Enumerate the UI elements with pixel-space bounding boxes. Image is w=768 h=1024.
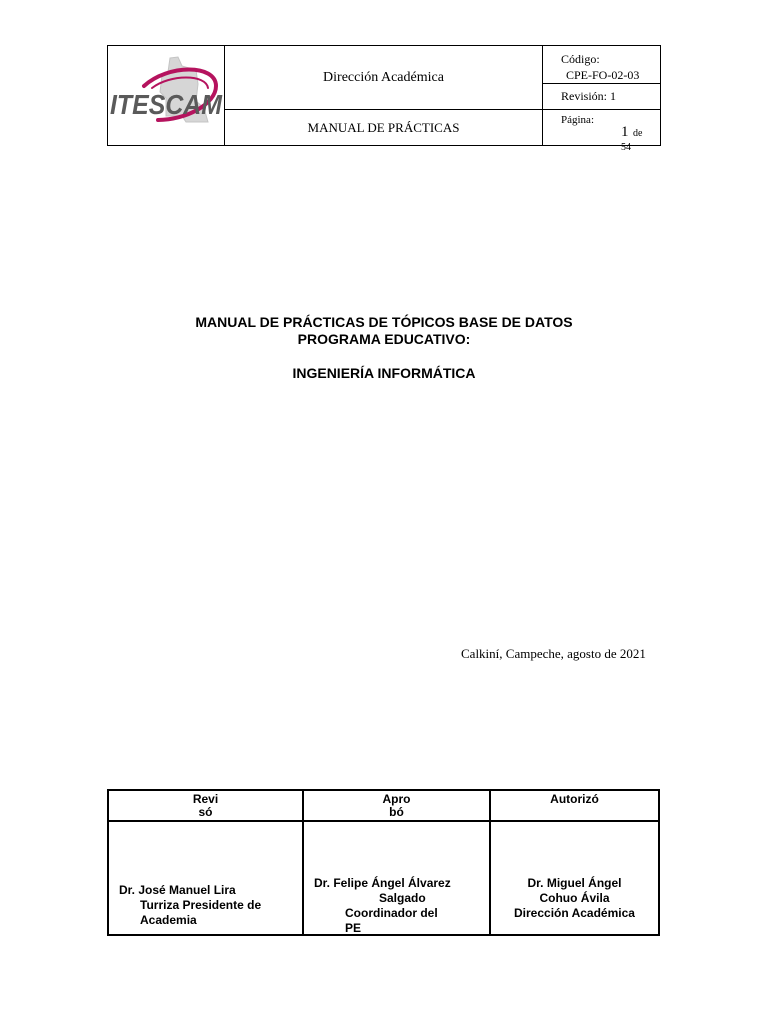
code-label: Código: xyxy=(561,52,600,66)
revised-by-line: Turriza Presidente de xyxy=(140,898,262,912)
approved-by-line: Coordinador del xyxy=(345,906,438,920)
signatures-table xyxy=(107,789,660,936)
place-date: Calkiní, Campeche, agosto de 2021 xyxy=(461,646,646,661)
authorized-heading-text: Autorizó xyxy=(550,792,599,806)
page-of: de xyxy=(633,128,643,139)
revised-heading-line: Revi xyxy=(192,792,219,806)
logo-text: ITESCAM xyxy=(110,89,223,120)
approved-by xyxy=(314,876,451,936)
program-name: INGENIERÍA INFORMÁTICA xyxy=(292,365,476,381)
page-total: 54 xyxy=(621,142,631,153)
authorized-by-line: Dirección Académica xyxy=(514,906,635,920)
program-label: PROGRAMA EDUCATIVO: xyxy=(297,331,471,347)
department-cell xyxy=(225,46,543,110)
itescam-logo xyxy=(108,46,224,145)
page-label: Página: xyxy=(561,114,594,126)
approved-heading-line: Apro xyxy=(382,792,411,806)
document-header xyxy=(107,45,661,153)
page-cell xyxy=(543,110,660,153)
approved-heading xyxy=(304,793,489,819)
revision-cell xyxy=(543,84,660,110)
code-value: CPE-FO-02-03 xyxy=(566,68,640,82)
code-cell xyxy=(543,46,660,84)
document-type: MANUAL DE PRÁCTICAS xyxy=(307,119,460,135)
document-type-cell xyxy=(225,110,543,145)
revised-heading xyxy=(109,793,302,819)
authorized-heading xyxy=(491,793,658,806)
authorized-by xyxy=(491,876,658,921)
approved-by-line: PE xyxy=(345,921,362,935)
approved-heading-line: bó xyxy=(389,805,404,819)
header-row-divider xyxy=(109,820,658,822)
revised-heading-line: só xyxy=(198,805,213,819)
manual-title: MANUAL DE PRÁCTICAS DE TÓPICOS BASE DE DATOS xyxy=(195,314,573,330)
department-name: Dirección Académica xyxy=(323,69,444,85)
approved-by-line: Salgado xyxy=(379,891,426,905)
approved-by-line: Dr. Felipe Ángel Álvarez xyxy=(314,876,451,890)
authorized-by-line: Cohuo Ávila xyxy=(539,891,610,905)
revised-by-line: Academia xyxy=(140,913,197,927)
logo-cell xyxy=(108,46,225,145)
revision-text: Revisión: 1 xyxy=(561,89,617,103)
page-number: 1 xyxy=(621,124,629,140)
revised-by-line: Dr. José Manuel Lira xyxy=(119,883,236,897)
authorized-by-line: Dr. Miguel Ángel xyxy=(527,876,622,890)
revised-by xyxy=(119,883,261,928)
